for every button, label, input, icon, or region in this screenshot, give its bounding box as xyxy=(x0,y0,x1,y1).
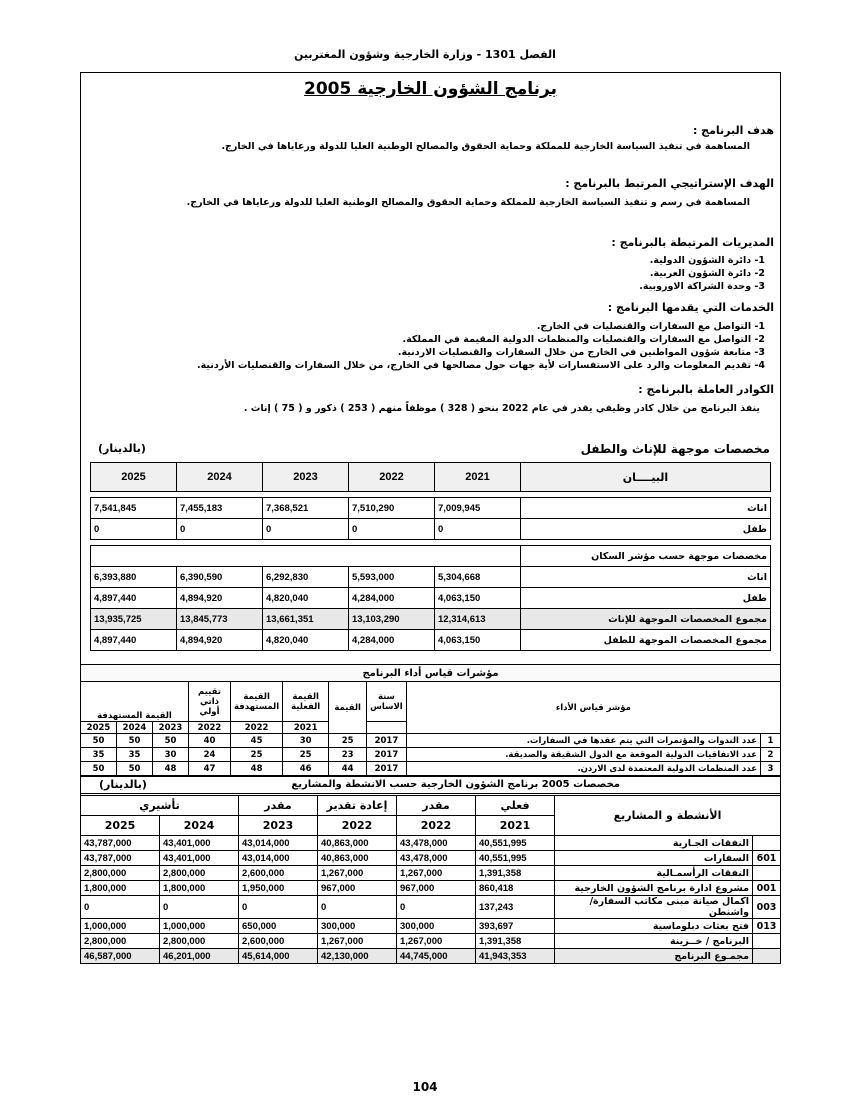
cell: 2017 xyxy=(367,762,407,776)
cell: 393,697 xyxy=(476,919,555,934)
cell: 48 xyxy=(153,762,189,776)
cell: 1,267,000 xyxy=(318,934,397,949)
row-number: 3 xyxy=(761,762,781,776)
row-code: 003 xyxy=(753,896,781,919)
cell: 43,478,000 xyxy=(397,851,476,866)
row-label: اناث xyxy=(521,567,771,588)
cell: 13,935,725 xyxy=(91,609,177,630)
staff-text: ينفذ البرنامج من خلال كادر وظيفي يقدر في عام 2022 بنحو ( 328 ) موظفاً منهم ( 253 ) ذكور و ( 75 ) إناث . xyxy=(243,403,760,414)
cell: 2,800,000 xyxy=(81,934,160,949)
list-item: 4- تقديم المعلومات والرد على الاستفسارات لأية جهات حول مصالحها في الخارج، من خلال السفارات والقنصليات الأردنية. xyxy=(197,360,765,371)
cell: 13,661,351 xyxy=(263,609,349,630)
indicator-header: مؤشر قياس الأداء xyxy=(406,682,780,734)
cell: 50 xyxy=(117,762,153,776)
cell: 43,478,000 xyxy=(397,836,476,851)
table-row xyxy=(91,630,771,651)
cell: 1,950,000 xyxy=(239,881,318,896)
self-eval-header: تقييم ذاتي أولي xyxy=(189,682,231,722)
cell: 23 xyxy=(329,748,367,762)
row-label: مجموع المخصصات الموجهة للطفل xyxy=(521,630,771,651)
row-label: اكمال صيانة مبنى مكاتب السفارة/واشنطن xyxy=(555,896,753,919)
indicators-title: مؤشرات قياس أداء البرنامج xyxy=(81,665,781,682)
cell: 24 xyxy=(189,748,231,762)
table-row xyxy=(81,934,781,949)
year-header: 2022 xyxy=(318,816,397,836)
year-header: 2021 xyxy=(283,722,329,734)
cell: 43,014,000 xyxy=(239,851,318,866)
cell: 5,593,000 xyxy=(349,567,435,588)
section-label: مخصصات موجهة حسب مؤشر السكان xyxy=(521,546,771,567)
table-row xyxy=(81,881,781,896)
row-label: السفارات xyxy=(555,851,753,866)
cell: 50 xyxy=(81,734,117,748)
row-code: 013 xyxy=(753,919,781,934)
cell: 35 xyxy=(117,748,153,762)
cell: 7,368,521 xyxy=(263,498,349,519)
cell: 40,551,995 xyxy=(476,851,555,866)
cell: 6,292,830 xyxy=(263,567,349,588)
base-year-header: سنة الاساس xyxy=(367,682,407,722)
list-item: 2- دائرة الشؤون العربية. xyxy=(649,268,765,279)
cell: 46,201,000 xyxy=(160,949,239,964)
cell: 0 xyxy=(349,519,435,540)
row-label: النفقات الجـارية xyxy=(555,836,753,851)
cell: 4,820,040 xyxy=(263,630,349,651)
year-header: 2024 xyxy=(160,816,239,836)
list-item: 1- دائرة الشؤون الدولية. xyxy=(649,255,765,266)
table-row xyxy=(81,866,781,881)
cell: 5,304,668 xyxy=(435,567,521,588)
year-header: 2025 xyxy=(81,816,160,836)
re-est-header: إعادة تقدير xyxy=(318,796,397,816)
indicator-name: عدد الاتفاقيات الدولية الموقعة مع الدول الشقيقة والصديقة. xyxy=(406,748,760,762)
cell: 48 xyxy=(231,762,283,776)
chapter-header: الفصل 1301 - وزارة الخارجية وشؤون المغتربين xyxy=(294,48,556,61)
cell: 137,243 xyxy=(476,896,555,919)
cell: 30 xyxy=(283,734,329,748)
cell: 44,745,000 xyxy=(397,949,476,964)
cell: 0 xyxy=(435,519,521,540)
cell: 42,130,000 xyxy=(318,949,397,964)
cell: 860,418 xyxy=(476,881,555,896)
cell: 967,000 xyxy=(318,881,397,896)
cell: 35 xyxy=(81,748,117,762)
row-code xyxy=(753,949,781,964)
row-label: مجموع المخصصات الموجهة للإناث xyxy=(521,609,771,630)
cell: 46,587,000 xyxy=(81,949,160,964)
indicators-table xyxy=(80,664,781,776)
row-label: اناث xyxy=(521,498,771,519)
cell: 43,014,000 xyxy=(239,836,318,851)
row-code xyxy=(753,866,781,881)
table-row xyxy=(91,498,771,519)
cell: 1,267,000 xyxy=(397,866,476,881)
indicator-name: عدد المنظمات الدولية المعتمدة لدى الاردن. xyxy=(406,762,760,776)
value-header: القيمة xyxy=(329,682,367,734)
indicator-name: عدد الندوات والمؤتمرات التي يتم عقدها في السفارات. xyxy=(406,734,760,748)
cell: 50 xyxy=(117,734,153,748)
row-label: البرنامج / خــزينة xyxy=(555,934,753,949)
cell: 50 xyxy=(153,734,189,748)
cell: 650,000 xyxy=(239,919,318,934)
cell: 7,510,290 xyxy=(349,498,435,519)
list-item: 3- وحدة الشراكة الاوروبية. xyxy=(639,281,765,292)
list-item: 1- التواصل مع السفارات والقنصليات في الخارج. xyxy=(536,321,765,332)
year-header: 2025 xyxy=(81,722,117,734)
cell: 1,000,000 xyxy=(160,919,239,934)
year-header: 2024 xyxy=(177,463,263,492)
staff-heading: الكوادر العاملة بالبرنامج : xyxy=(638,383,774,396)
indicative-header: تأشيري xyxy=(81,796,239,816)
directorates-heading: المديريات المرتبطة بالبرنامج : xyxy=(611,236,774,249)
table-row xyxy=(81,762,781,776)
cell: 41,943,353 xyxy=(476,949,555,964)
year-header: 2023 xyxy=(153,722,189,734)
table-row xyxy=(91,546,771,567)
year-header: 2022 xyxy=(349,463,435,492)
row-code: 601 xyxy=(753,851,781,866)
row-label: النفقات الرأسمـالية xyxy=(555,866,753,881)
table-row xyxy=(81,748,781,762)
cell: 45,614,000 xyxy=(239,949,318,964)
year-header: 2023 xyxy=(239,816,318,836)
strategic-text: المساهمة في رسم و تنفيذ السياسة الخارجية للمملكة وحماية الحقوق والمصالح الوطنية العليا للدولة ورعاياها في الخارج. xyxy=(186,197,750,208)
cell: 0 xyxy=(91,519,177,540)
goal-text: المساهمة في تنفيذ السياسة الخارجية للمملكة وحماية الحقوق والمصالح الوطنية العليا للدولة ورعاياها في الخارج. xyxy=(221,141,750,152)
cell: 13,103,290 xyxy=(349,609,435,630)
cell: 2,800,000 xyxy=(160,934,239,949)
strategic-heading: الهدف الإستراتيجي المرتبط بالبرنامج : xyxy=(565,177,774,190)
activities-header: الأنشطة و المشاريع xyxy=(555,796,781,836)
cell: 45 xyxy=(231,734,283,748)
program-title: 2005 برنامج الشؤون الخارجية xyxy=(304,79,557,99)
gender-table xyxy=(90,462,771,651)
cell: 0 xyxy=(263,519,349,540)
cell: 44 xyxy=(329,762,367,776)
cell: 1,800,000 xyxy=(160,881,239,896)
cell: 1,800,000 xyxy=(81,881,160,896)
table-row xyxy=(91,588,771,609)
gender-unit: (بالدينار) xyxy=(98,442,146,455)
cell: 4,894,920 xyxy=(177,588,263,609)
table-row xyxy=(81,734,781,748)
row-number: 2 xyxy=(761,748,781,762)
services-list xyxy=(85,320,765,372)
estimated2-header: مقدر xyxy=(239,796,318,816)
cell: 4,063,150 xyxy=(435,588,521,609)
list-item: 3- متابعة شؤون المواطنين في الخارج من خلال السفارات والقنصليات الاردنية. xyxy=(397,347,765,358)
table-row xyxy=(81,919,781,934)
cell: 0 xyxy=(239,896,318,919)
actual-header: القيمة الفعلية xyxy=(283,682,329,722)
page-number: 104 xyxy=(412,1080,438,1094)
cell: 0 xyxy=(81,896,160,919)
cell: 7,009,945 xyxy=(435,498,521,519)
cell: 2017 xyxy=(367,734,407,748)
cell: 43,401,000 xyxy=(160,851,239,866)
cell: 0 xyxy=(177,519,263,540)
table-row xyxy=(81,896,781,919)
cell: 7,541,845 xyxy=(91,498,177,519)
cell: 25 xyxy=(329,734,367,748)
cell: 43,401,000 xyxy=(160,836,239,851)
cell: 43,787,000 xyxy=(81,851,160,866)
table-row xyxy=(81,836,781,851)
year-header: 2025 xyxy=(91,463,177,492)
cell: 47 xyxy=(189,762,231,776)
cell: 25 xyxy=(283,748,329,762)
row-label: طفل xyxy=(521,519,771,540)
cell: 2,800,000 xyxy=(160,866,239,881)
row-label: فتح بعثات دبلوماسية xyxy=(555,919,753,934)
cell: 4,897,440 xyxy=(91,630,177,651)
gender-title: مخصصات موجهة للإناث والطفل xyxy=(580,442,770,456)
target-header: القيمة المستهدفة xyxy=(231,682,283,722)
alloc-table xyxy=(80,795,781,964)
cell: 4,284,000 xyxy=(349,588,435,609)
table-row xyxy=(91,609,771,630)
alloc-unit: (بالدينار) xyxy=(99,778,147,791)
cell: 4,820,040 xyxy=(263,588,349,609)
row-label: مجمـوع البرنامج xyxy=(555,949,753,964)
cell: 1,391,358 xyxy=(476,934,555,949)
cell: 7,455,183 xyxy=(177,498,263,519)
cell: 4,284,000 xyxy=(349,630,435,651)
row-label: مشروع ادارة برنامج الشؤون الخارجية xyxy=(555,881,753,896)
directorates-list xyxy=(85,254,765,293)
cell: 1,267,000 xyxy=(318,866,397,881)
table-row xyxy=(91,567,771,588)
cell: 300,000 xyxy=(318,919,397,934)
cell: 43,787,000 xyxy=(81,836,160,851)
year-header: 2021 xyxy=(476,816,555,836)
cell: 50 xyxy=(81,762,117,776)
cell: 40,551,995 xyxy=(476,836,555,851)
year-header: 2022 xyxy=(189,722,231,734)
year-header: 2021 xyxy=(435,463,521,492)
cell: 40,863,000 xyxy=(318,836,397,851)
cell: 4,897,440 xyxy=(91,588,177,609)
cell: 6,393,880 xyxy=(91,567,177,588)
target-group-header: القيمة المستهدفة xyxy=(81,682,189,722)
year-header: 2024 xyxy=(117,722,153,734)
row-code: 001 xyxy=(753,881,781,896)
cell: 30 xyxy=(153,748,189,762)
cell: 2,800,000 xyxy=(81,866,160,881)
cell: 1,267,000 xyxy=(397,934,476,949)
cell: 25 xyxy=(231,748,283,762)
cell: 0 xyxy=(397,896,476,919)
table-row xyxy=(81,851,781,866)
row-code xyxy=(753,836,781,851)
row-number: 1 xyxy=(761,734,781,748)
table-row xyxy=(81,949,781,964)
label-header: البيــــان xyxy=(521,463,771,492)
alloc-title: مخصصات 2005 برنامج الشؤون الخارجية حسب الانشطة والمشاريع xyxy=(291,779,620,790)
cell: 2,600,000 xyxy=(239,866,318,881)
cell: 46 xyxy=(283,762,329,776)
cell: 0 xyxy=(160,896,239,919)
cell: 2,600,000 xyxy=(239,934,318,949)
table-row xyxy=(91,519,771,540)
cell: 6,390,590 xyxy=(177,567,263,588)
cell: 13,845,773 xyxy=(177,609,263,630)
row-code xyxy=(753,934,781,949)
cell: 1,000,000 xyxy=(81,919,160,934)
row-label: طفل xyxy=(521,588,771,609)
cell: 967,000 xyxy=(397,881,476,896)
cell: 0 xyxy=(318,896,397,919)
cell: 40,863,000 xyxy=(318,851,397,866)
year-header: 2022 xyxy=(397,816,476,836)
actual-header: فعلي xyxy=(476,796,555,816)
year-header: 2023 xyxy=(263,463,349,492)
cell: 4,894,920 xyxy=(177,630,263,651)
cell: 12,314,613 xyxy=(435,609,521,630)
cell: 40 xyxy=(189,734,231,748)
cell: 300,000 xyxy=(397,919,476,934)
goal-heading: هدف البرنامج : xyxy=(692,124,774,137)
alloc-title-bar xyxy=(80,776,781,794)
list-item: 2- التواصل مع السفارات والقنصليات والمنظمات الدولية المقيمة في المملكة. xyxy=(402,334,765,345)
cell: 4,063,150 xyxy=(435,630,521,651)
year-header: 2022 xyxy=(231,722,283,734)
cell: 2017 xyxy=(367,748,407,762)
services-heading: الخدمات التي يقدمها البرنامج : xyxy=(607,301,774,314)
estimated-header: مقدر xyxy=(397,796,476,816)
cell: 1,391,358 xyxy=(476,866,555,881)
